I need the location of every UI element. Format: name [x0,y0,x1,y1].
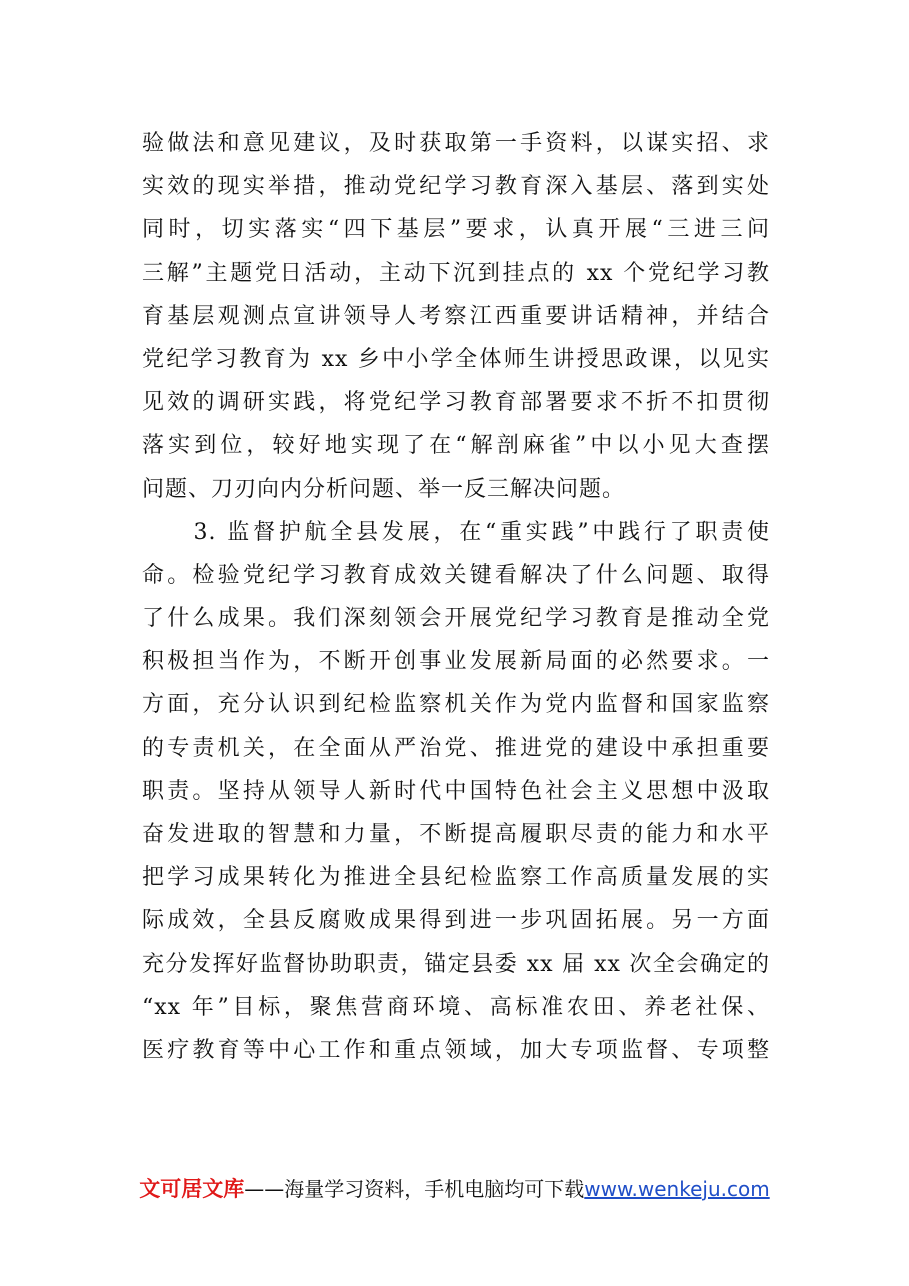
text-line: 积极担当作为，不断开创事业发展新局面的必然要求。一 [142,649,770,675]
text-line: 验做法和意见建议，及时获取第一手资料，以谋实招、求 [142,131,770,156]
text-line: 命。检验党纪学习教育成效关键看解决了什么问题、取得 [142,562,770,588]
text-line: 实效的现实举措，推动党纪学习教育深入基层、落到实处 [142,174,770,200]
text-line: 见效的调研实践，将党纪学习教育部署要求不折不扣贯彻 [142,390,770,416]
text-line: 同时，切实落实“四下基层”要求，认真开展“三进三问 [142,217,770,243]
footer-slogan: ——海量学习资料，手机电脑均可下载 [244,1177,585,1201]
text-line: 的专责机关，在全面从严治党、推进党的建设中承担重要 [142,735,770,761]
text-line: 方面，充分认识到纪检监察机关作为党内监督和国家监察 [142,692,770,718]
text-line: 三解”主题党日活动，主动下沉到挂点的 xx 个党纪学习教 [142,260,770,286]
text-line: 问题、刀刃向内分析问题、举一反三解决问题。 [142,476,626,502]
text-line: 了什么成果。我们深刻领会开展党纪学习教育是推动全党 [142,606,770,632]
text-line: 育基层观测点宣讲领导人考察江西重要讲话精神，并结合 [142,303,770,329]
text-line: 把学习成果转化为推进全县纪检监察工作高质量发展的实 [142,865,770,891]
website-link[interactable]: www.wenkeju.com [584,1177,770,1201]
text-line: 充分发挥好监督协助职责，锚定县委 xx 届 xx 次全会确定的 [142,951,770,977]
text-line: “xx 年”目标，聚焦营商环境、高标准农田、养老社保、 [142,994,770,1020]
text-line: 职责。坚持从领导人新时代中国特色社会主义思想中汲取 [142,778,770,804]
text-line: 医疗教育等中心工作和重点领域，加大专项监督、专项整 [142,1037,770,1063]
brand-name: 文可居文库 [139,1177,245,1201]
text-line: 党纪学习教育为 xx 乡中小学全体师生讲授思政课，以见实 [142,346,770,372]
text-line: 落实到位，较好地实现了在“解剖麻雀”中以小见大查摆 [142,433,770,459]
text-line: 奋发进取的智慧和力量，不断提高履职尽责的能力和水平 [142,822,770,847]
text-line: 3. 监督护航全县发展，在“重实践”中践行了职责使 [142,519,770,545]
text-line: 际成效，全县反腐败成果得到进一步巩固拓展。另一方面 [142,908,770,934]
footer-banner [0,1173,909,1203]
body-text [142,122,770,1072]
